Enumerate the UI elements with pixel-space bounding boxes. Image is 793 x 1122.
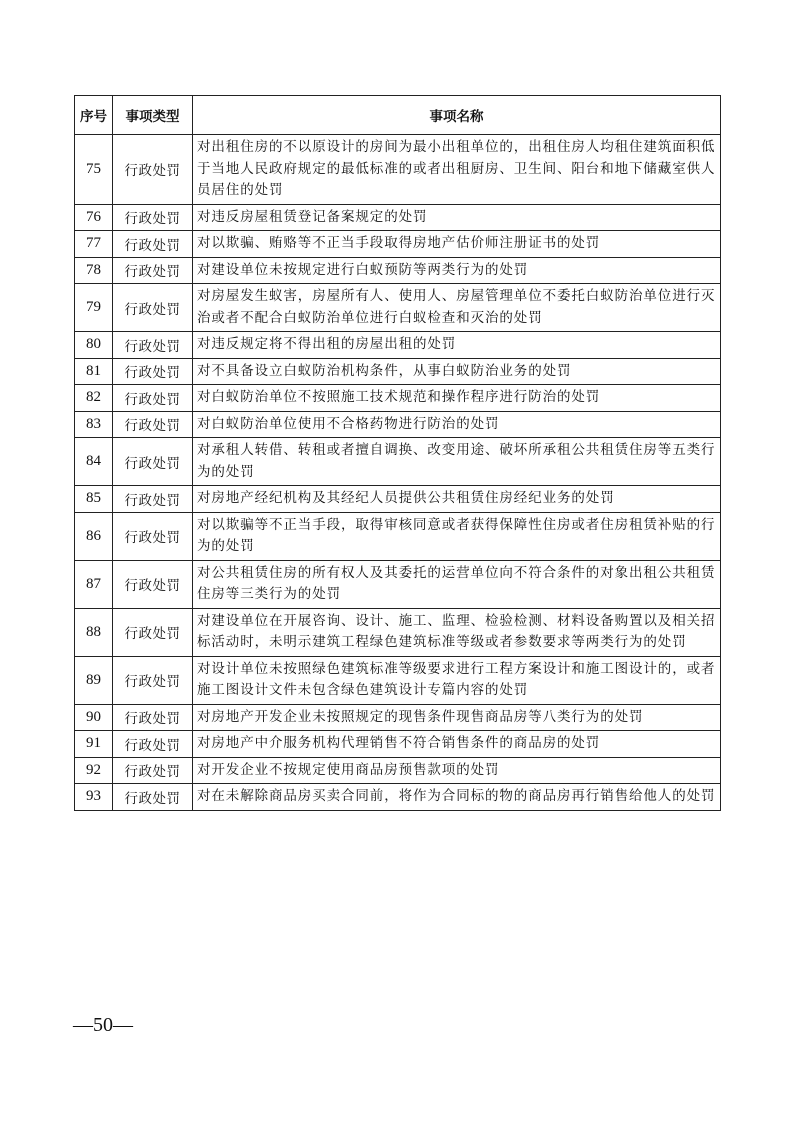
matter-name-cell: 对出租住房的不以原设计的房间为最小出租单位的，出租住房人均租住建筑面积低于当地人民政府规定的最低标准的或者出租厨房、卫生间、阳台和地下储藏室供人员居住的处罚 (193, 135, 721, 205)
matter-type-cell: 行政处罚 (113, 486, 193, 513)
matter-name-cell: 对违反房屋租赁登记备案规定的处罚 (193, 204, 721, 231)
matter-name-cell: 对开发企业不按规定使用商品房预售款项的处罚 (193, 757, 721, 784)
serial-number-cell: 81 (75, 358, 113, 385)
serial-number-cell: 78 (75, 257, 113, 284)
serial-number-cell: 89 (75, 656, 113, 704)
serial-number-cell: 83 (75, 411, 113, 438)
serial-number-cell: 76 (75, 204, 113, 231)
matter-type-cell: 行政处罚 (113, 784, 193, 811)
header-serial-number: 序号 (75, 96, 113, 135)
matter-type-cell: 行政处罚 (113, 135, 193, 205)
matter-type-cell: 行政处罚 (113, 231, 193, 258)
serial-number-cell: 79 (75, 284, 113, 332)
matter-name-cell: 对建设单位未按规定进行白蚁预防等两类行为的处罚 (193, 257, 721, 284)
matter-type-cell: 行政处罚 (113, 385, 193, 412)
matter-name-cell: 对建设单位在开展咨询、设计、施工、监理、检验检测、材料设备购置以及相关招标活动时，未明示建筑工程绿色建筑标准等级或者参数要求等两类行为的处罚 (193, 608, 721, 656)
serial-number-cell: 90 (75, 704, 113, 731)
header-matter-type: 事项类型 (113, 96, 193, 135)
serial-number-cell: 92 (75, 757, 113, 784)
matter-name-cell: 对以欺骗等不正当手段，取得审核同意或者获得保障性住房或者住房租赁补贴的行为的处罚 (193, 512, 721, 560)
matter-name-cell: 对承租人转借、转租或者擅自调换、改变用途、破坏所承租公共租赁住房等五类行为的处罚 (193, 438, 721, 486)
matter-type-cell: 行政处罚 (113, 704, 193, 731)
matter-type-cell: 行政处罚 (113, 411, 193, 438)
matter-name-cell: 对以欺骗、贿赂等不正当手段取得房地产估价师注册证书的处罚 (193, 231, 721, 258)
table-row (75, 411, 721, 438)
matter-name-cell: 对设计单位未按照绿色建筑标准等级要求进行工程方案设计和施工图设计的，或者施工图设计文件未包含绿色建筑设计专篇内容的处罚 (193, 656, 721, 704)
table-row (75, 656, 721, 704)
serial-number-cell: 80 (75, 332, 113, 359)
table-row (75, 231, 721, 258)
matter-name-cell: 对公共租赁住房的所有权人及其委托的运营单位向不符合条件的对象出租公共租赁住房等三类行为的处罚 (193, 560, 721, 608)
matter-name-cell: 对白蚁防治单位不按照施工技术规范和操作程序进行防治的处罚 (193, 385, 721, 412)
matters-table (74, 95, 721, 811)
serial-number-cell: 91 (75, 731, 113, 758)
page-number: —50— (73, 1014, 133, 1036)
serial-number-cell: 93 (75, 784, 113, 811)
matter-type-cell: 行政处罚 (113, 358, 193, 385)
serial-number-cell: 88 (75, 608, 113, 656)
table-row (75, 438, 721, 486)
matter-type-cell: 行政处罚 (113, 757, 193, 784)
table-row (75, 332, 721, 359)
matter-type-cell: 行政处罚 (113, 608, 193, 656)
serial-number-cell: 85 (75, 486, 113, 513)
matter-type-cell: 行政处罚 (113, 656, 193, 704)
table-body (75, 135, 721, 811)
matter-name-cell: 对房地产开发企业未按照规定的现售条件现售商品房等八类行为的处罚 (193, 704, 721, 731)
matter-name-cell: 对违反规定将不得出租的房屋出租的处罚 (193, 332, 721, 359)
table-row (75, 608, 721, 656)
table-row (75, 704, 721, 731)
table-row (75, 204, 721, 231)
matter-name-cell: 对在未解除商品房买卖合同前，将作为合同标的物的商品房再行销售给他人的处罚 (193, 784, 721, 811)
matter-type-cell: 行政处罚 (113, 438, 193, 486)
matter-type-cell: 行政处罚 (113, 332, 193, 359)
table-row (75, 560, 721, 608)
table-row (75, 731, 721, 758)
matter-type-cell: 行政处罚 (113, 204, 193, 231)
header-matter-name: 事项名称 (193, 96, 721, 135)
matter-type-cell: 行政处罚 (113, 512, 193, 560)
table-row (75, 257, 721, 284)
table-header (75, 96, 721, 135)
matter-name-cell: 对房屋发生蚁害，房屋所有人、使用人、房屋管理单位不委托白蚁防治单位进行灭治或者不配合白蚁防治单位进行白蚁检查和灭治的处罚 (193, 284, 721, 332)
table-row (75, 135, 721, 205)
matter-type-cell: 行政处罚 (113, 257, 193, 284)
table-row (75, 512, 721, 560)
matter-type-cell: 行政处罚 (113, 560, 193, 608)
serial-number-cell: 82 (75, 385, 113, 412)
header-row (75, 96, 721, 135)
table-row (75, 486, 721, 513)
serial-number-cell: 86 (75, 512, 113, 560)
serial-number-cell: 75 (75, 135, 113, 205)
matter-name-cell: 对房地产经纪机构及其经纪人员提供公共租赁住房经纪业务的处罚 (193, 486, 721, 513)
table-row (75, 757, 721, 784)
table-row (75, 385, 721, 412)
matter-name-cell: 对房地产中介服务机构代理销售不符合销售条件的商品房的处罚 (193, 731, 721, 758)
matter-name-cell: 对白蚁防治单位使用不合格药物进行防治的处罚 (193, 411, 721, 438)
table-row (75, 358, 721, 385)
matter-type-cell: 行政处罚 (113, 731, 193, 758)
serial-number-cell: 87 (75, 560, 113, 608)
matter-name-cell: 对不具备设立白蚁防治机构条件，从事白蚁防治业务的处罚 (193, 358, 721, 385)
table-row (75, 284, 721, 332)
serial-number-cell: 77 (75, 231, 113, 258)
matter-type-cell: 行政处罚 (113, 284, 193, 332)
serial-number-cell: 84 (75, 438, 113, 486)
table-row (75, 784, 721, 811)
